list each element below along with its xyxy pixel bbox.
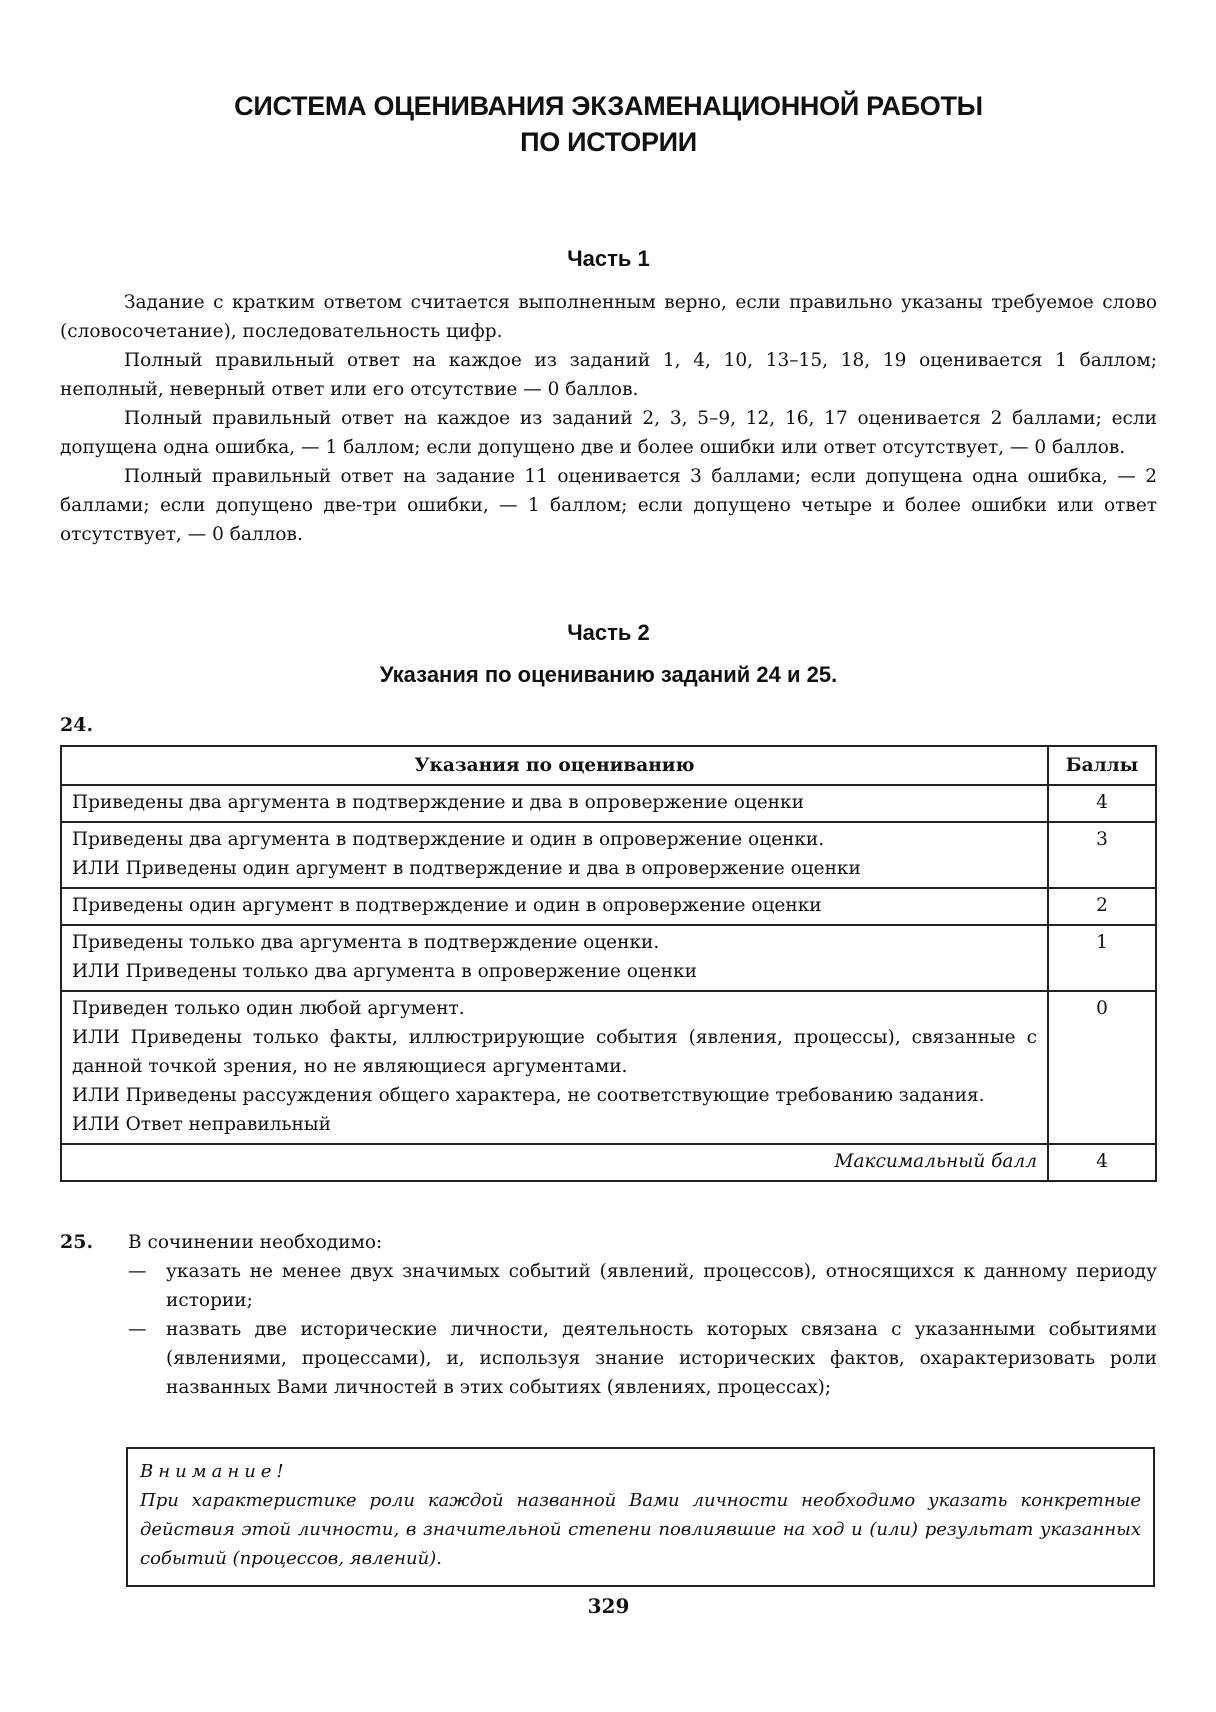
criteria-cell: [61, 888, 1048, 925]
criteria-cell: [61, 785, 1048, 822]
criteria-line: Приведены два аргумента в подтверждение и один в опровержение оценки.: [72, 829, 825, 850]
score-cell: 2: [1048, 888, 1156, 925]
task25-number: 25.: [60, 1231, 94, 1253]
header-criteria: Указания по оцениванию: [61, 746, 1048, 785]
part1-paragraph: Полный правильный ответ на задание 11 оценивается 3 баллами; если допущена одна ошибка, — 2 баллами; если допущено две-три ошибки, — 1 баллом; если допущено четыре и более ошибки или ответ отсутствует, — 0 баллов.: [60, 466, 1157, 545]
title-line-2: ПО ИСТОРИИ: [520, 127, 697, 157]
table-row: [61, 991, 1156, 1144]
task25-item: [128, 1257, 1157, 1315]
table-row: [61, 925, 1156, 991]
table-row: [61, 785, 1156, 822]
criteria-line: ИЛИ Приведены один аргумент в подтверждение и два в опровержение оценки: [72, 858, 861, 879]
criteria-line: Приведен только один любой аргумент.: [72, 998, 465, 1019]
task24-number: 24.: [60, 714, 94, 736]
score-cell: 3: [1048, 822, 1156, 888]
max-score-label: Максимальный балл: [61, 1144, 1048, 1181]
part1-text: [60, 288, 1157, 549]
page-number: 329: [587, 1594, 630, 1618]
score-cell: 0: [1048, 991, 1156, 1144]
criteria-cell: [61, 822, 1048, 888]
score-cell: 1: [1048, 925, 1156, 991]
task25-item: [128, 1315, 1157, 1402]
max-score-value: 4: [1048, 1144, 1156, 1181]
part1-paragraph: Задание с кратким ответом считается выполненным верно, если правильно указаны требуемое слово (словосочетание), последовательность цифр.: [60, 292, 1157, 342]
dash-bullet: —: [128, 1261, 147, 1282]
criteria-line: ИЛИ Приведены только факты, иллюстрирующие события (явления, процессы), связанные с данной точкой зрения, но не являющиеся аргументами.: [72, 1027, 1037, 1077]
table-row: [61, 822, 1156, 888]
criteria-line: ИЛИ Приведены рассуждения общего характера, не соответствующие требованию задания.: [72, 1085, 985, 1106]
criteria-line: Приведены один аргумент в подтверждение и один в опровержение оценки: [72, 895, 822, 916]
attention-text: При характеристике роли каждой названной Вами личности необходимо указать конкретные действия этой личности, в значительной степени повлиявшие на ход и (или) результат указанных событий (процессов, явлений).: [140, 1490, 1141, 1569]
criteria-line: ИЛИ Ответ неправильный: [72, 1114, 331, 1135]
table-max-row: [61, 1144, 1156, 1181]
part1-heading: Часть 1: [567, 246, 650, 271]
header-score: Баллы: [1048, 746, 1156, 785]
task25-item-text: назвать две исторические личности, деятельность которых связана с указанными событиями (явлениями, процессами), и, используя знание исторических фактов, охарактеризовать роли названных Вами личностей в этих событиях (явлениях, процессах);: [166, 1319, 1157, 1398]
title-line-1: СИСТЕМА ОЦЕНИВАНИЯ ЭКЗАМЕНАЦИОННОЙ РАБОТЫ: [234, 91, 983, 121]
criteria-cell: [61, 925, 1048, 991]
part1-paragraph: Полный правильный ответ на каждое из заданий 2, 3, 5–9, 12, 16, 17 оценивается 2 баллами; если допущена одна ошибка, — 1 баллом; если допущено две и более ошибки или ответ отсутствует, — 0 баллов.: [60, 408, 1157, 458]
task25-item-text: указать не менее двух значимых событий (явлений, процессов), относящихся к данному периоду истории;: [166, 1261, 1157, 1311]
part2-heading: Часть 2: [567, 620, 650, 645]
table-row: [61, 888, 1156, 925]
part1-paragraph: Полный правильный ответ на каждое из заданий 1, 4, 10, 13–15, 18, 19 оценивается 1 баллом; неполный, неверный ответ или его отсутствие — 0 баллов.: [60, 350, 1157, 400]
attention-box: [126, 1447, 1155, 1587]
criteria-line: Приведены только два аргумента в подтверждение оценки.: [72, 932, 660, 953]
page-title: [60, 88, 1157, 160]
table-header-row: [61, 746, 1156, 785]
attention-heading: Внимание!: [140, 1461, 289, 1482]
task25-intro: В сочинении необходимо:: [128, 1232, 383, 1253]
dash-bullet: —: [128, 1319, 147, 1340]
score-cell: 4: [1048, 785, 1156, 822]
task24-criteria-table: [60, 745, 1157, 1182]
criteria-cell: [61, 991, 1048, 1144]
part2-subheading: Указания по оцениванию заданий 24 и 25.: [379, 662, 838, 687]
criteria-line: Приведены два аргумента в подтверждение и два в опровержение оценки: [72, 792, 804, 813]
criteria-line: ИЛИ Приведены только два аргумента в опровержение оценки: [72, 961, 697, 982]
